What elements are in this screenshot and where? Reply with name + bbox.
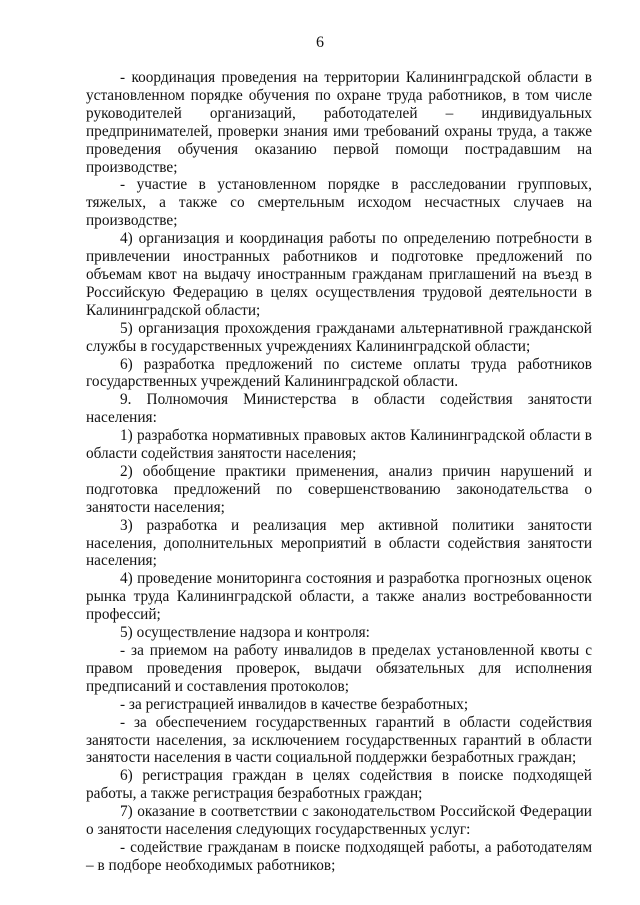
paragraph: 5) осуществление надзора и контроля: bbox=[120, 624, 370, 642]
paragraph: - за обеспечением государственных гарантий в области содействия занятости населения, за исключением государственных гарантий в области занятости населения в части социальной поддержки безработных граждан; bbox=[86, 713, 592, 767]
paragraph: 5) организация прохождения гражданами альтернативной гражданской службы в государственных учреждениях Калининградской области; bbox=[86, 319, 592, 355]
paragraph: 4) проведение мониторинга состояния и разработка прогнозных оценок рынка труда Калининградской области, а также анализ востребованности профессий; bbox=[86, 570, 592, 624]
paragraph: 6) регистрация граждан в целях содействия в поиске подходящей работы, а также регистрация безработных граждан; bbox=[86, 767, 592, 803]
paragraph: 4) организация и координация работы по определению потребности в привлечении иностранных работников и подготовке предложений по объемам квот на выдачу иностранным гражданам приглашений на въезд в Российскую Федерацию в целях осуществления трудовой деятельности в Калининградской области; bbox=[86, 230, 592, 319]
page-number: 6 bbox=[316, 34, 324, 51]
paragraph: 1) разработка нормативных правовых актов Калининградской области в области содействия занятости населения; bbox=[86, 427, 592, 463]
paragraph: - содействие гражданам в поиске подходящей работы, а работодателям – в подборе необходимых работников; bbox=[86, 838, 592, 874]
paragraph: - координация проведения на территории Калининградской области в установленном порядке обучения по охране труда работников, в том числе руководителей организаций, работодателей – индивидуальных предпринимателей, проверки знания ими требований охраны труда, а также проведения обучения оказанию первой помощи пострадавшим на производстве; bbox=[86, 69, 592, 176]
paragraph: - за приемом на работу инвалидов в пределах установленной квоты с правом проведения проверок, выдачи обязательных для исполнения предписаний и составления протоколов; bbox=[86, 642, 592, 695]
paragraph: - за регистрацией инвалидов в качестве безработных; bbox=[120, 695, 469, 713]
paragraph: - участие в установленном порядке в расследовании групповых, тяжелых, а также со смертельным исходом несчастных случаев на производстве; bbox=[86, 176, 592, 230]
paragraph: 2) обобщение практики применения, анализ причин нарушений и подготовка предложений по совершенствованию законодательства о занятости населения; bbox=[86, 462, 592, 516]
paragraph: 6) разработка предложений по системе оплаты труда работников государственных учреждений Калининградской области. bbox=[86, 355, 592, 391]
paragraph: 3) разработка и реализация мер активной политики занятости населения, дополнительных мероприятий в области содействия занятости населения; bbox=[86, 516, 592, 570]
document-body bbox=[86, 69, 592, 875]
paragraph: 7) оказание в соответствии с законодательством Российской Федерации о занятости населения следующих государственных услуг: bbox=[86, 803, 592, 839]
section-heading: 9. Полномочия Министерства в области содействия занятости населения: bbox=[86, 391, 592, 427]
